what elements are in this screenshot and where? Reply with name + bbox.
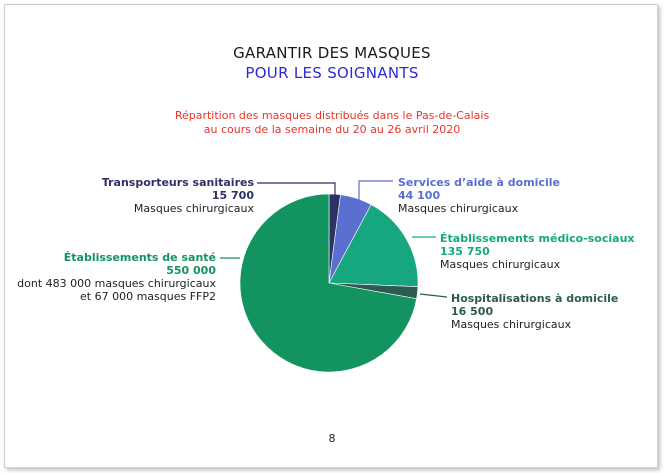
label-transporteurs bbox=[102, 176, 254, 215]
label-services-aide bbox=[398, 176, 560, 215]
chart-title: Répartition des masques distribués dans le Pas-de-Calais bbox=[174, 109, 490, 122]
label-hospitalisations bbox=[451, 292, 618, 331]
slice-detail: Masques chirurgicaux bbox=[133, 202, 254, 215]
slice-name: Hospitalisations à domicile bbox=[451, 292, 619, 305]
slice-value: 15 700 bbox=[211, 189, 254, 202]
slice-detail: Masques chirurgicaux bbox=[451, 318, 572, 331]
slice-name: Services d’aide à domicile bbox=[398, 176, 560, 189]
chart-subtitle: au cours de la semaine du 20 au 26 avril 2020 bbox=[203, 123, 461, 136]
slice-value: 16 500 bbox=[451, 305, 494, 318]
slice-value: 44 100 bbox=[398, 189, 441, 202]
leader-line-services-aide bbox=[359, 181, 393, 200]
page-subtitle: POUR LES SOIGNANTS bbox=[245, 64, 419, 82]
slice-value: 135 750 bbox=[440, 245, 490, 258]
slice-name: Transporteurs sanitaires bbox=[101, 176, 254, 189]
label-etablissements-sante bbox=[17, 251, 216, 303]
slice-detail: Masques chirurgicaux bbox=[440, 258, 561, 271]
page-number: 8 bbox=[328, 432, 336, 445]
label-medico-sociaux bbox=[440, 232, 635, 271]
slice-name: Établissements médico-sociaux bbox=[440, 232, 635, 245]
page-title: GARANTIR DES MASQUES bbox=[233, 44, 431, 62]
slice-detail-2: et 67 000 masques FFP2 bbox=[80, 290, 216, 303]
slice-detail-1: dont 483 000 masques chirurgicaux bbox=[17, 277, 216, 290]
slice-value: 550 000 bbox=[166, 264, 216, 277]
slice-name: Établissements de santé bbox=[63, 251, 216, 264]
slice-detail: Masques chirurgicaux bbox=[398, 202, 519, 215]
leader-line-hospitalisations bbox=[420, 294, 447, 297]
